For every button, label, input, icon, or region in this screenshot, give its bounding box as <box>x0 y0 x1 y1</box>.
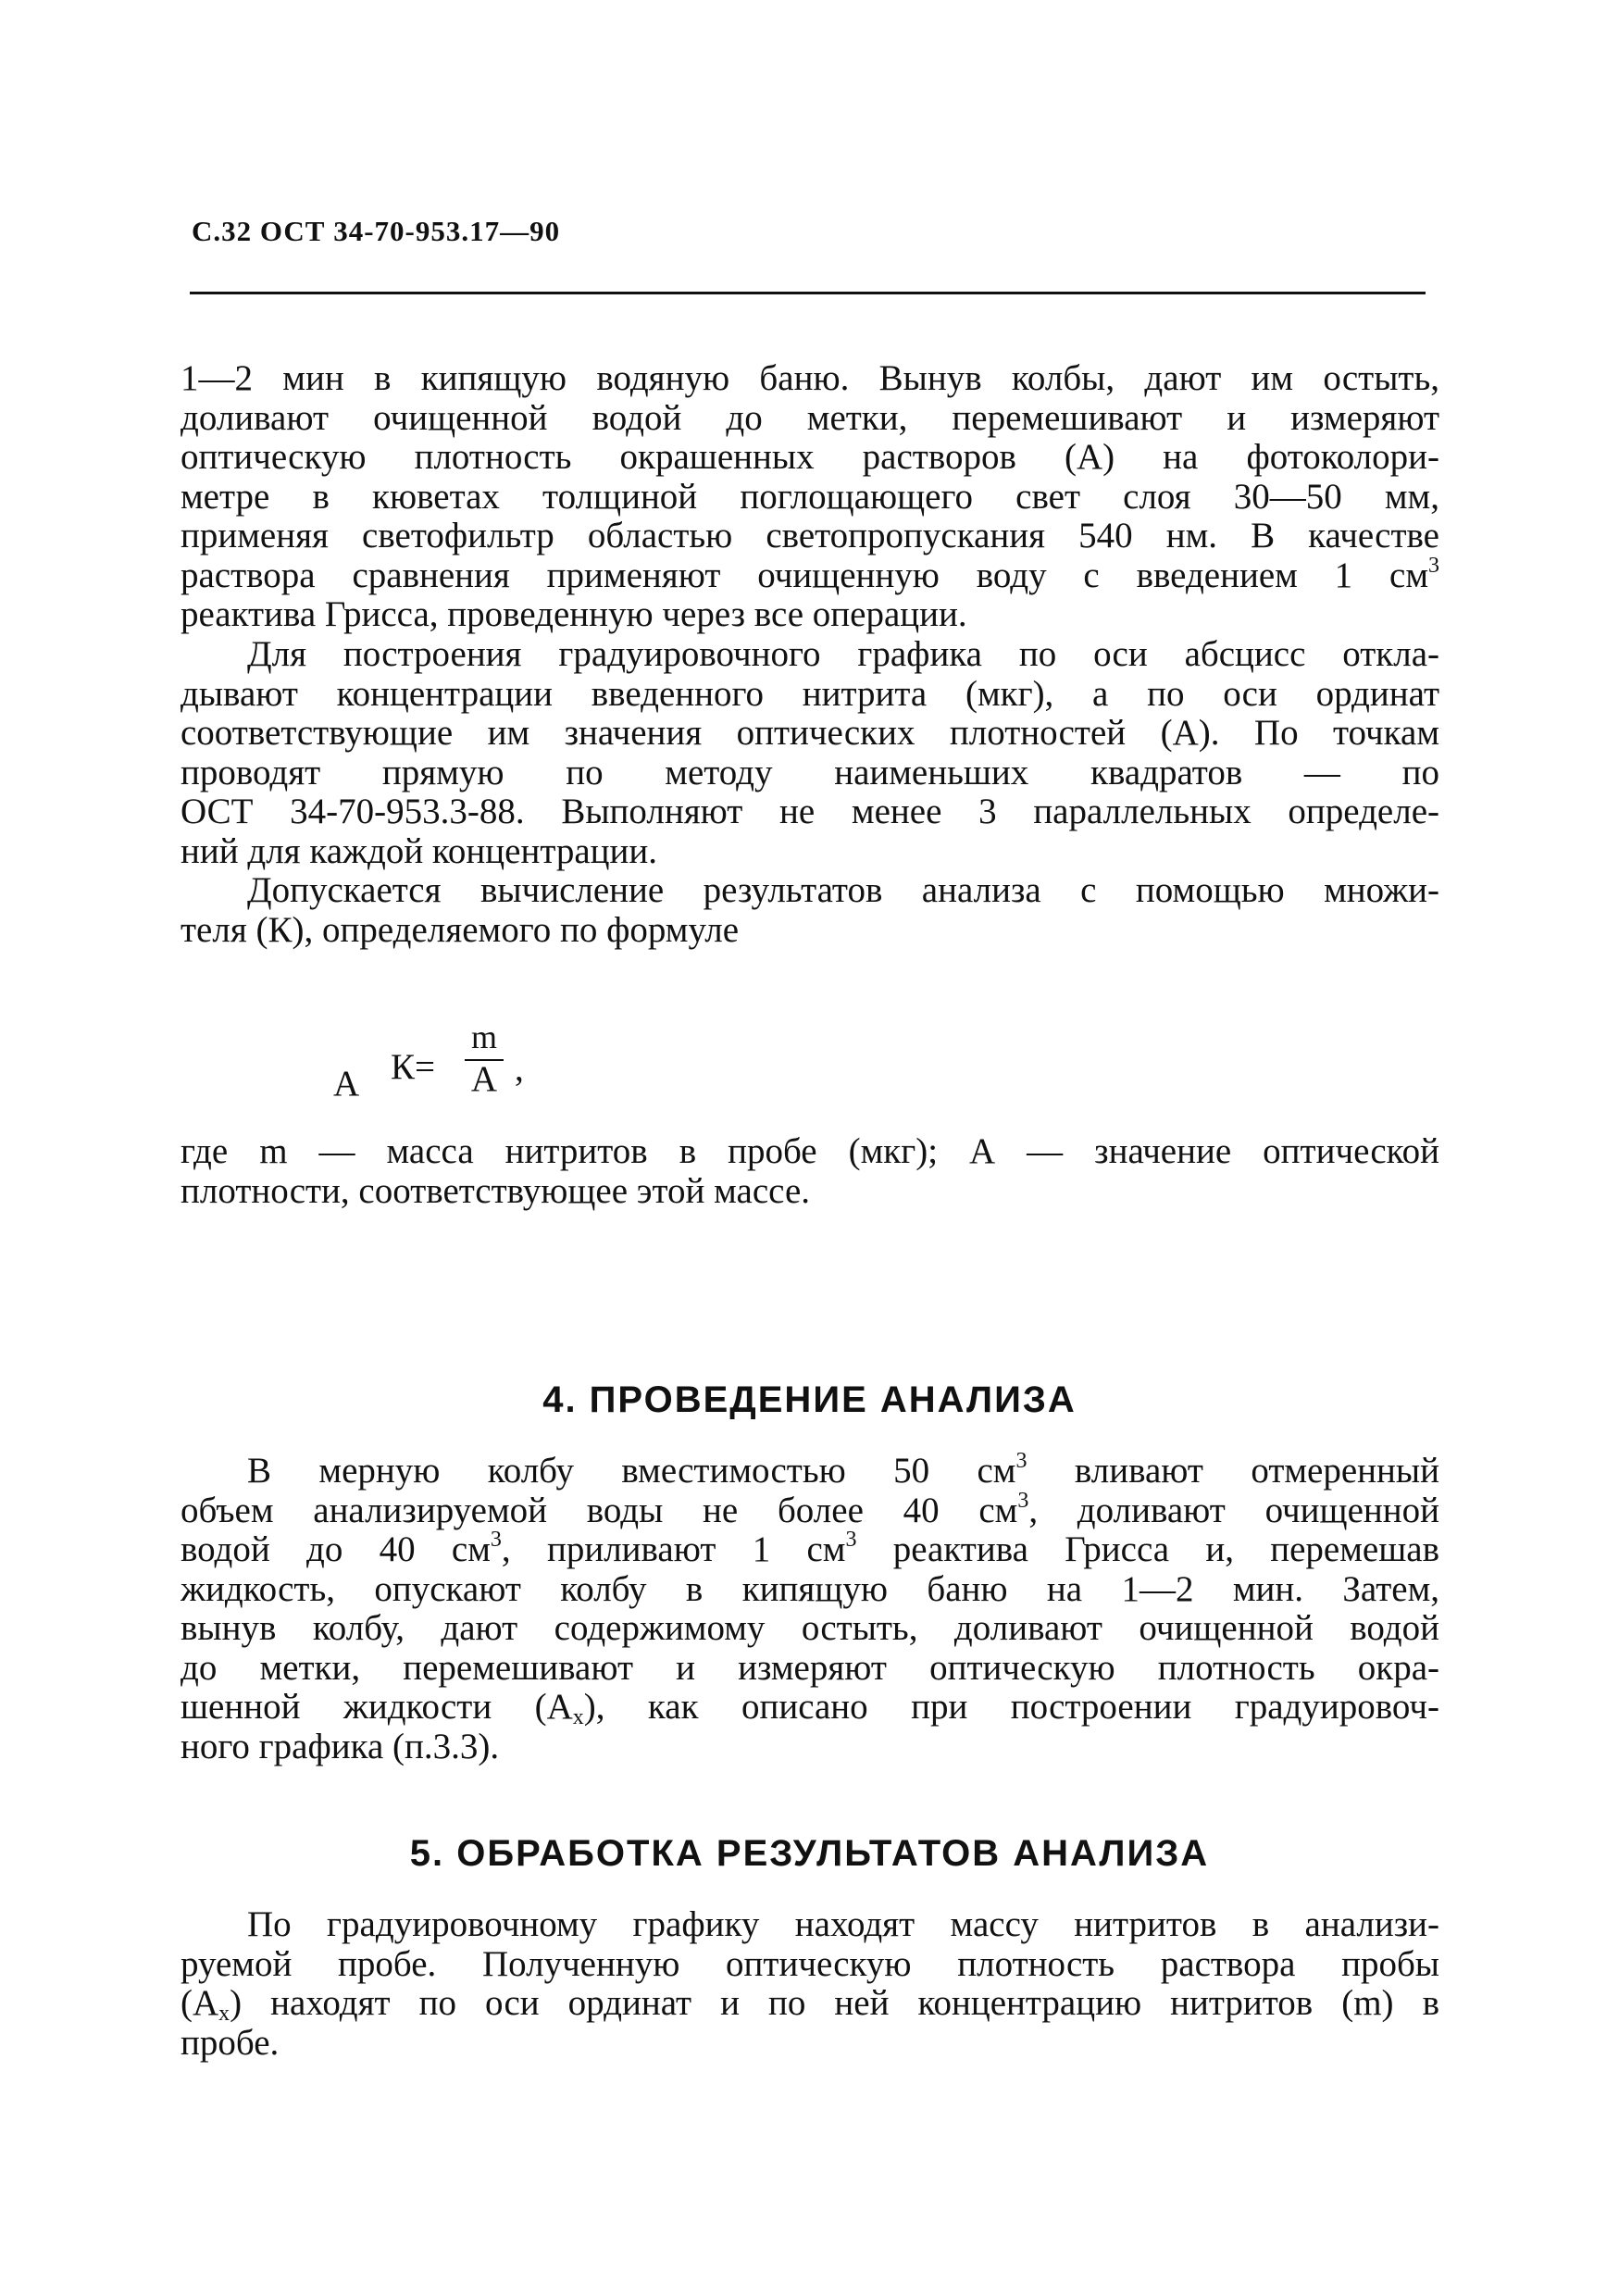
superscript: 3 <box>1017 1491 1029 1513</box>
formula-numerator: m <box>470 1018 497 1055</box>
formula-trailing-comma: , <box>515 1049 524 1089</box>
text-fragment: , приливают 1 см <box>501 1530 846 1569</box>
formula-denominator: А <box>470 1059 498 1099</box>
text-line: жидкость, опускают колбу в кипящую баню на 1—2 мин. Затем, <box>181 1569 1439 1609</box>
paragraph-multiplier <box>181 871 1439 950</box>
section-4-heading: 4. ПРОВЕДЕНИЕ АНАЛИЗА <box>542 1379 1077 1420</box>
page-header: С.32 ОСТ 34-70-953.17—90 <box>192 215 561 247</box>
text-line: оптическую плотность окрашенных растворов (А) на фотоколори- <box>181 438 1439 477</box>
text-line <box>181 1491 1439 1531</box>
text-line: применяя светофильтр областью светопропускания 540 нм. В качестве <box>181 517 1439 555</box>
text-line <box>181 1452 1439 1491</box>
text-line: пробе. <box>181 2023 280 2063</box>
text-fragment: (А <box>181 1984 219 2023</box>
text-line: доливают очищенной водой до метки, перемешивают и измеряют <box>181 398 1439 438</box>
text-fragment: В мерную колбу вместимостью 50 см <box>247 1452 1016 1491</box>
section-4-body <box>181 1452 1439 1766</box>
text-line: соответствующие им значения оптических плотностей (А). По точкам <box>181 714 1439 753</box>
text-fragment: водой до 40 см <box>181 1530 491 1569</box>
text-line <box>181 1984 1439 2024</box>
text-fragment: раствора сравнения применяют очищенную воду с введением 1 см <box>181 555 1428 595</box>
superscript: 3 <box>1428 555 1439 578</box>
text-line: где m — масса нитритов в пробе (мкг); А — значение оптической <box>181 1132 1439 1171</box>
text-line: ОСТ 34-70-953.3-88. Выполняют не менее 3 параллельных определе- <box>181 792 1439 831</box>
text-line: теля (К), определяемого по формуле <box>181 910 740 950</box>
text-line: ного графика (п.3.3). <box>181 1727 500 1766</box>
text-line: Допускается вычисление результатов анализа с помощью множи- <box>247 871 1439 910</box>
text-line: плотности, соответствующее этой массе. <box>181 1171 811 1211</box>
text-line: ний для каждой концентрации. <box>181 831 658 871</box>
text-line <box>181 1530 1439 1570</box>
text-line: руемой пробе. Полученную оптическую плотность раствора пробы <box>181 1944 1439 1984</box>
text-fragment: шенной жидкости (А <box>181 1688 573 1727</box>
section-5-heading: 5. ОБРАБОТКА РЕЗУЛЬТАТОВ АНАЛИЗА <box>409 1833 1210 1874</box>
superscript: 3 <box>845 1530 857 1552</box>
paragraph-where <box>181 1132 1439 1211</box>
formula-left-label: А <box>333 1064 360 1104</box>
paragraph-calibration-measurement <box>181 359 1439 635</box>
text-fragment: , доливают очищенной <box>1028 1491 1439 1530</box>
text-fragment: вливают отмеренный <box>1027 1452 1439 1491</box>
section-5-body <box>181 1905 1439 2063</box>
text-line <box>181 1688 1439 1728</box>
formula-k <box>333 1018 611 1111</box>
paragraph-calibration-graph <box>181 635 1439 871</box>
text-fragment: реактива Грисса и, перемешав <box>856 1530 1439 1569</box>
text-line: По градуировочному графику находят массу нитритов в анализи- <box>247 1905 1439 1944</box>
text-fragment: ), как описано при построении градуировоч- <box>583 1688 1439 1727</box>
text-line: дывают концентрации введенного нитрита (мкг), а по оси ординат <box>181 674 1439 714</box>
subscript: x <box>218 2002 230 2024</box>
text-line <box>181 556 1439 596</box>
text-fragment: объем анализируемой воды не более 40 см <box>181 1491 1018 1530</box>
formula-lhs: К= <box>391 1047 436 1087</box>
text-line: проводят прямую по методу наименьших квадратов — по <box>181 753 1439 792</box>
text-fragment: ) находят по оси ординат и по ней концентрацию нитритов (m) в <box>230 1984 1439 2023</box>
text-line: до метки, перемешивают и измеряют оптическую плотность окра- <box>181 1648 1439 1688</box>
superscript: 3 <box>1015 1452 1027 1473</box>
subscript: x <box>572 1705 584 1728</box>
header-rule <box>190 292 1426 294</box>
text-line: вынув колбу, дают содержимому остыть, доливают очищенной водой <box>181 1609 1439 1648</box>
text-line: 1—2 мин в кипящую водяную баню. Вынув колбы, дают им остыть, <box>181 359 1439 398</box>
formula-fraction <box>463 1018 505 1099</box>
text-line: реактива Грисса, проведенную через все операции. <box>181 595 967 634</box>
text-line: метре в кюветах толщиной поглощающего свет слоя 30—50 мм, <box>181 477 1439 517</box>
superscript: 3 <box>490 1530 502 1552</box>
text-line: Для построения градуировочного графика по оси абсцисс откла- <box>247 635 1439 674</box>
